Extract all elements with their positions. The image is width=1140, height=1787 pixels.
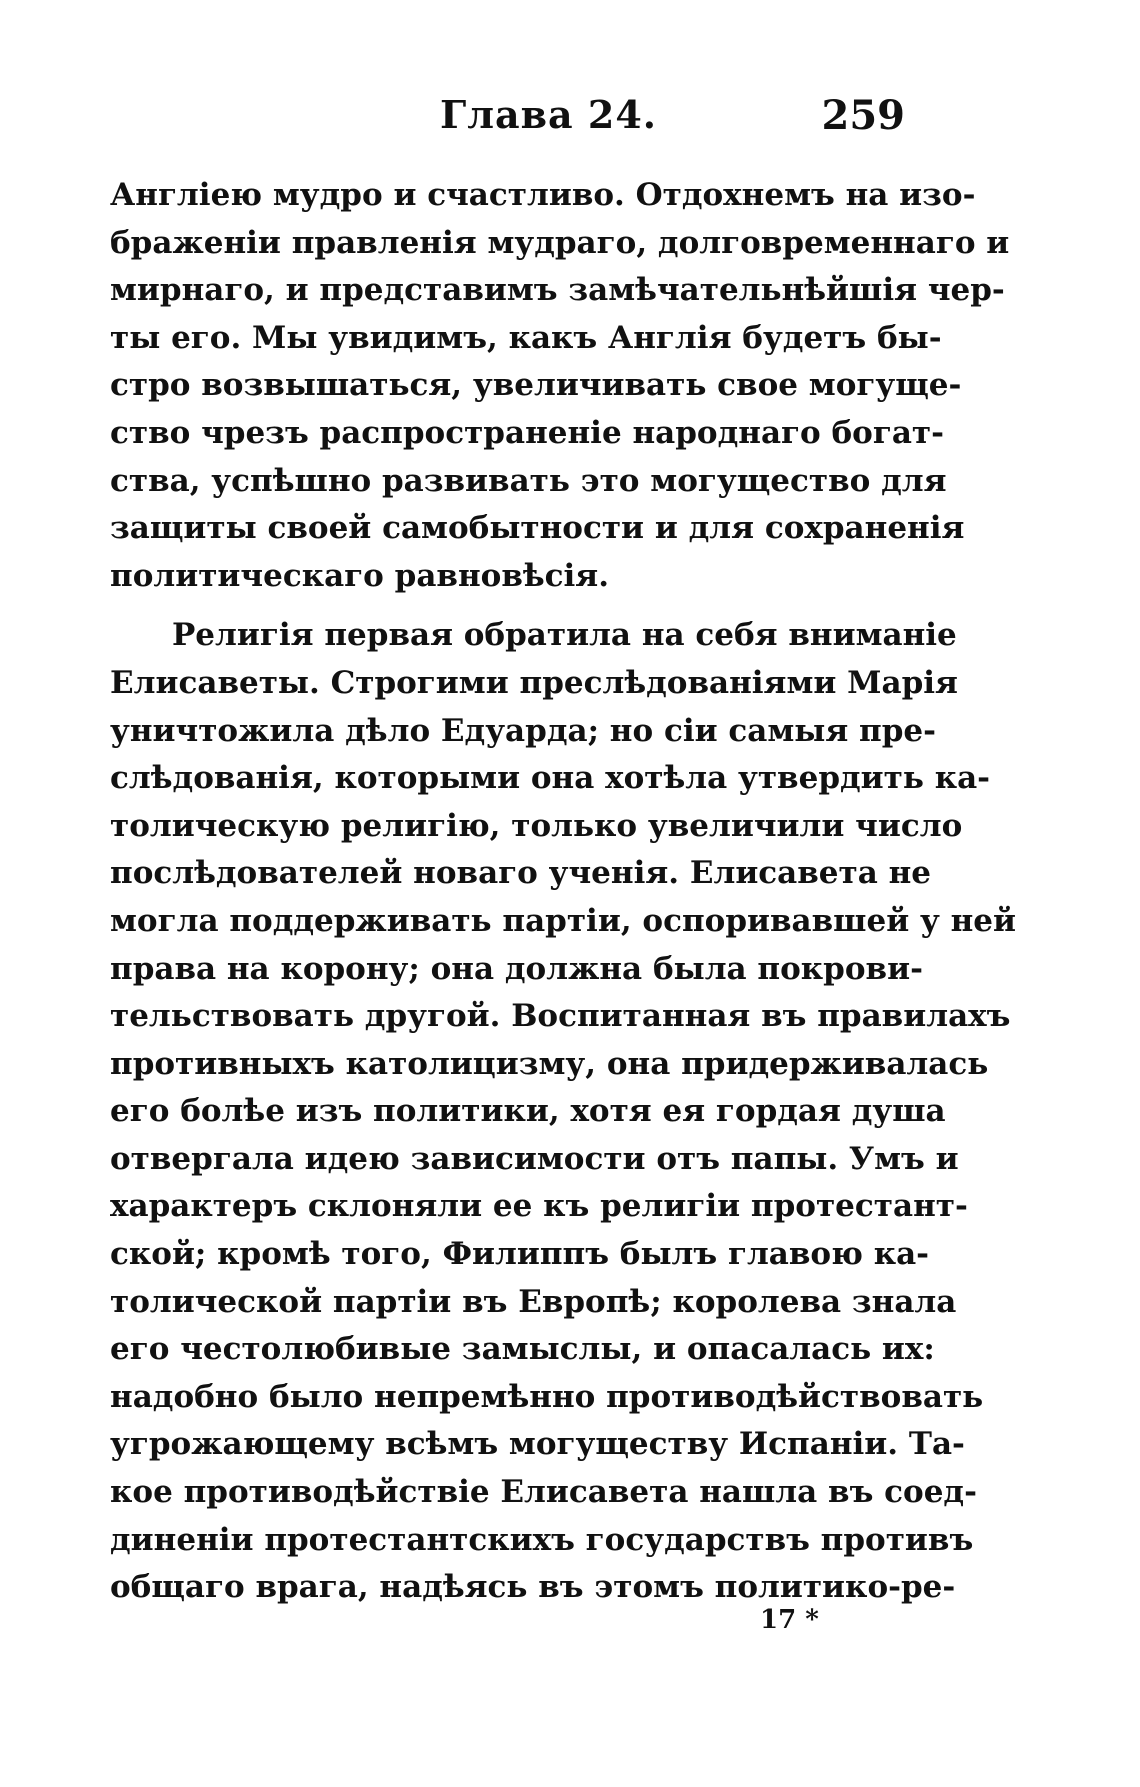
- paragraph-2: [110, 612, 1017, 1611]
- text-line: могла поддерживать партіи, оспоривавшей у ней: [110, 902, 1017, 939]
- text-line: толической партіи въ Европѣ; королева знала: [110, 1283, 957, 1320]
- text-line: угрожающему всѣмъ могуществу Испаніи. Та-: [110, 1426, 965, 1463]
- chapter-title: Глава 24.: [440, 92, 658, 137]
- text-line: послѣдователей новаго ученія. Елисавета не: [110, 855, 932, 892]
- paragraph-gap: [110, 600, 905, 612]
- text-line: ской; кромѣ того, Филиппъ былъ главою ка-: [110, 1236, 930, 1273]
- text-line: браженіи правленія мудраго, долговременнаго и: [110, 224, 1010, 261]
- text-line: ты его. Мы увидимъ, какъ Англія будетъ бы-: [110, 319, 942, 356]
- body-text: [110, 172, 1017, 1612]
- text-line: мирнаго, и представимъ замѣчательнѣйшія чер-: [110, 272, 1005, 309]
- text-line: толическую религію, только увеличили число: [110, 807, 963, 844]
- text-line: Англіею мудро и счастливо. Отдохнемъ на изо-: [110, 177, 976, 213]
- text-line: Елисаветы. Строгими преслѣдованіями Марія: [110, 664, 958, 701]
- text-line: тельствовать другой. Воспитанная въ правилахъ: [110, 998, 1011, 1035]
- text-line: уничтожила дѣло Едуарда; но сіи самыя пре-: [110, 712, 937, 749]
- printer-signature: 17 *: [760, 1605, 819, 1635]
- text-line: диненіи протестантскихъ государствъ противъ: [110, 1521, 974, 1558]
- text-line: надобно было непремѣнно противодѣйствовать: [110, 1378, 984, 1415]
- text-line: его болѣе изъ политики, хотя ея гордая душа: [110, 1093, 946, 1130]
- text-line: политическаго равновѣсія.: [110, 557, 609, 594]
- text-line: стро возвышаться, увеличивать свое могуще-: [110, 367, 962, 404]
- text-line: Религія первая обратила на себя вниманіе: [172, 617, 957, 654]
- text-line: защиты своей самобытности и для сохраненія: [110, 510, 965, 547]
- text-line: слѣдованія, которыми она хотѣла утвердить ка-: [110, 760, 991, 797]
- text-line: характеръ склоняли ее къ религіи протестант-: [110, 1188, 968, 1225]
- running-header: [110, 92, 905, 148]
- text-line: противныхъ католицизму, она придерживалась: [110, 1045, 989, 1082]
- text-line: его честолюбивые замыслы, и опасалась их:: [110, 1331, 935, 1368]
- text-line: ства, успѣшно развивать это могущество для: [110, 462, 947, 499]
- page-number: 259: [821, 92, 905, 139]
- text-line: права на корону; она должна была покрови-: [110, 950, 923, 987]
- paragraph-1: [110, 172, 1010, 600]
- text-line: общаго врага, надѣясь въ этомъ политико-ре-: [110, 1569, 956, 1606]
- text-line: ство чрезъ распространеніе народнаго богат-: [110, 414, 945, 451]
- text-line: кое противодѣйствіе Елисавета нашла въ соед-: [110, 1474, 977, 1511]
- text-line: отвергала идею зависимости отъ папы. Умъ и: [110, 1140, 959, 1177]
